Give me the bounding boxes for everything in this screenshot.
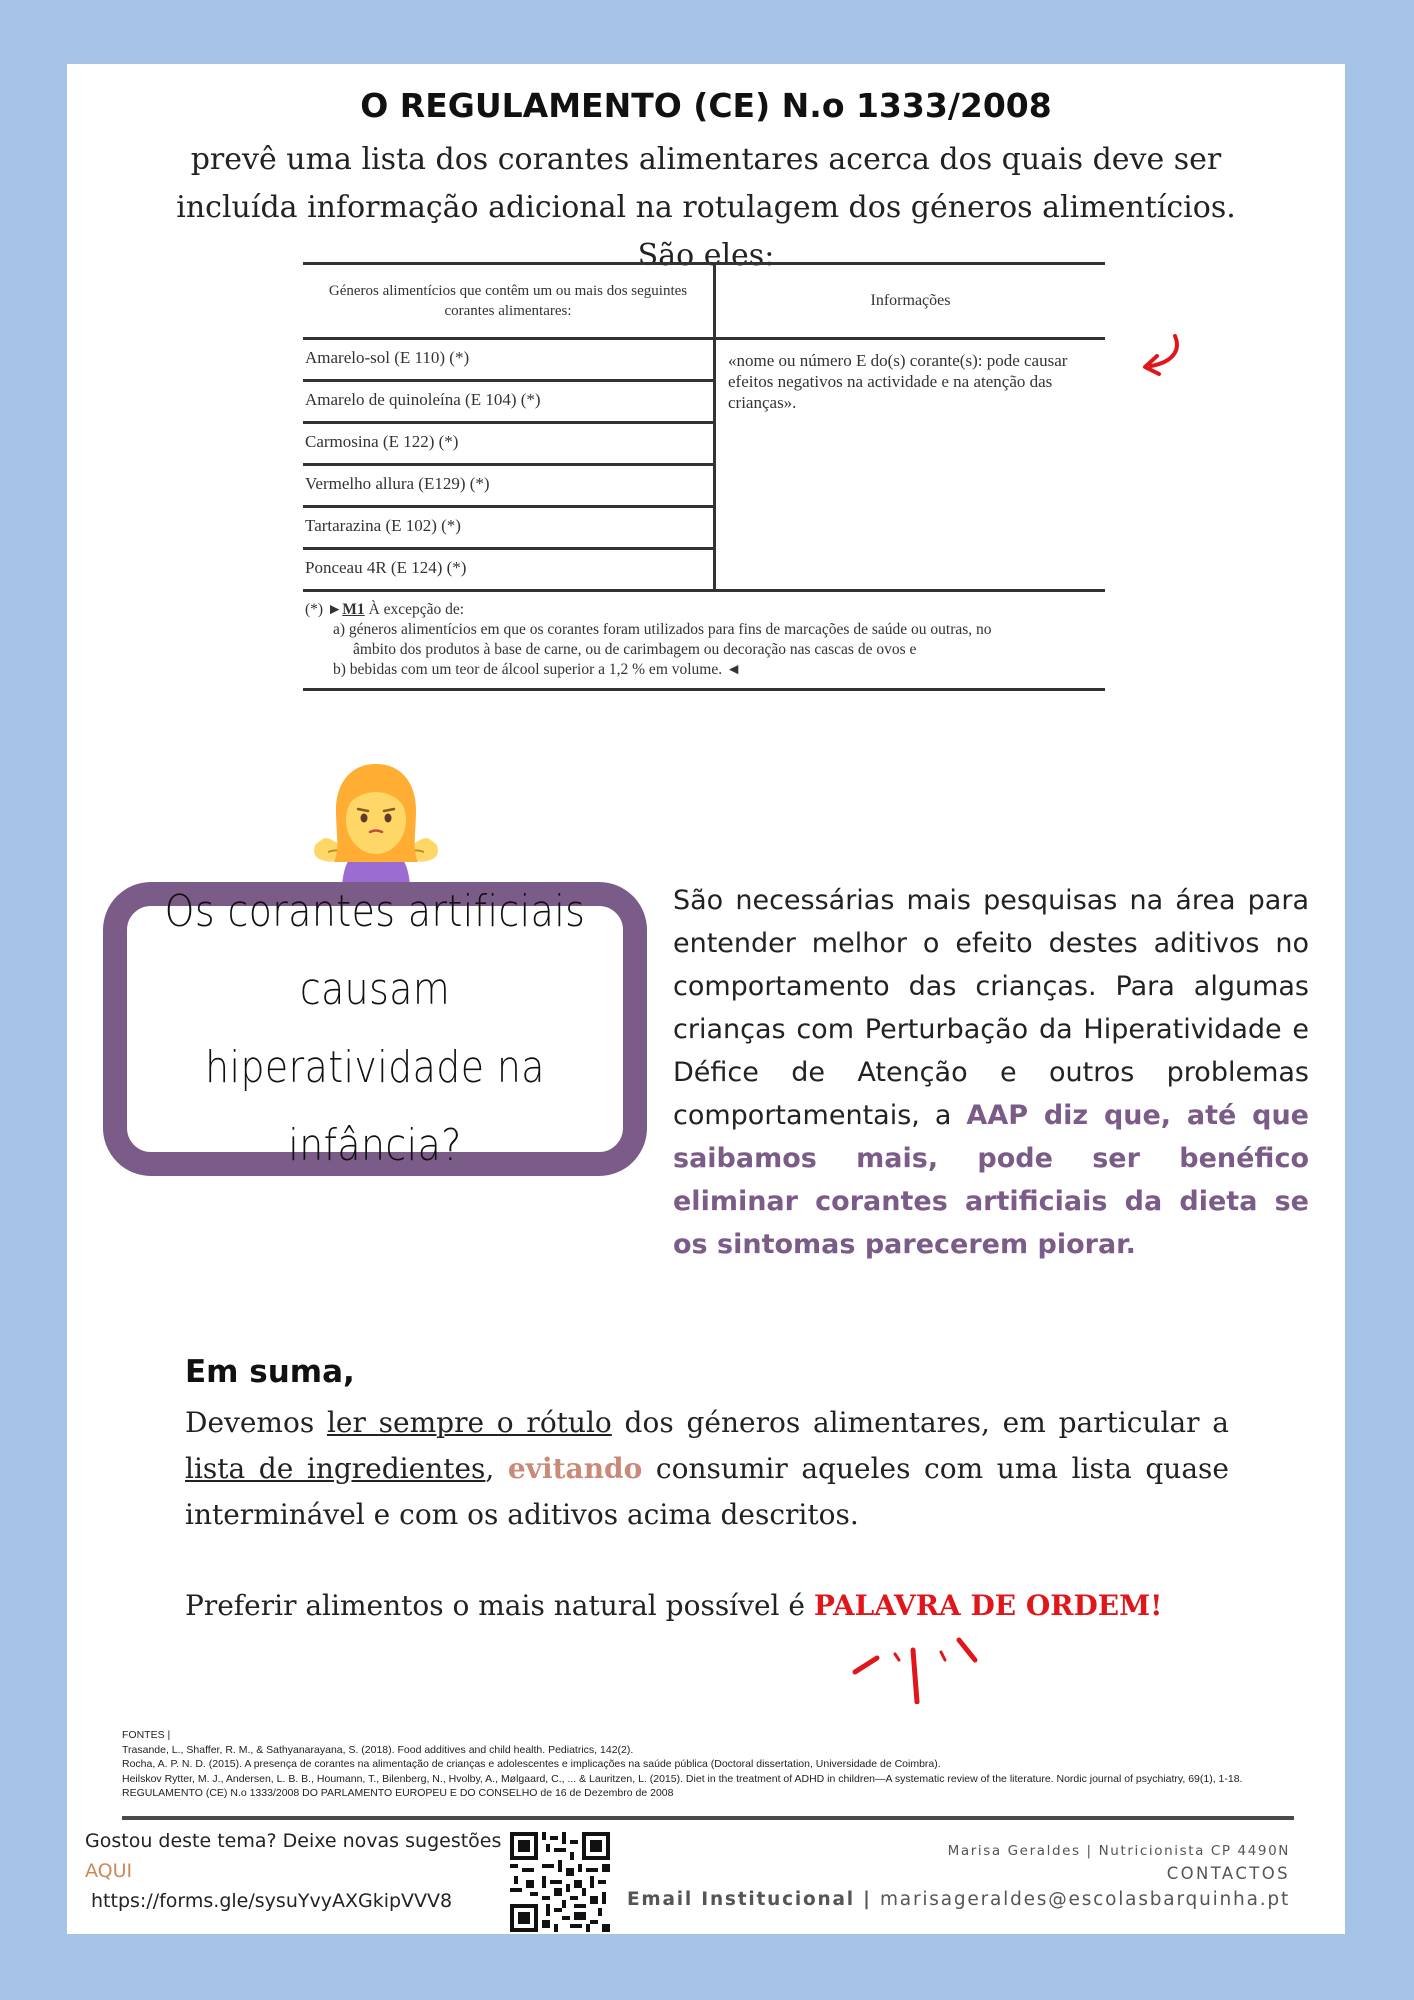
feedback-link-url[interactable]: https://forms.gle/sysuYvyAXGkipVVV8 (91, 1890, 453, 1912)
woman-shrugging-icon (304, 762, 448, 886)
contacts-block (627, 1840, 1290, 1914)
summary-heading: Em suma, (185, 1354, 355, 1390)
table-row: Carmosina (E 122) (*) (303, 423, 715, 465)
sources-label: FONTES | (122, 1729, 171, 1741)
poster-page (67, 64, 1345, 1934)
table-header-foods: Géneros alimentícios que contêm um ou mais dos seguintes corantes alimentares: (303, 264, 715, 339)
feedback-text: Gostou deste tema? Deixe novas sugestões (85, 1830, 502, 1852)
feedback-link-label[interactable]: AQUI (85, 1860, 133, 1882)
email-link[interactable]: marisageraldes@escolasbarquinha.pt (879, 1889, 1290, 1910)
question-box (103, 882, 647, 1176)
avoid-highlight: evitando (507, 1452, 643, 1485)
source-item: Heilskov Rytter, M. J., Andersen, L. B. B., Houmann, T., Bilenberg, N., Hvolby, A., Mølgaard, C., ... & Lauritzen, L. (2015). Diet in the treatment of ADHD in children—A systematic review of the literature. Nordic journal of psychiatry, 69(1), 1-18. (122, 1772, 1243, 1785)
motto-highlight: PALAVRA DE ORDEM! (813, 1589, 1163, 1622)
table-row: Vermelho allura (E129) (*) (303, 465, 715, 507)
sources-list (122, 1728, 1322, 1801)
page-title: O REGULAMENTO (CE) N.o 1333/2008 (360, 86, 1052, 125)
contacts-label: CONTACTOS (1166, 1864, 1290, 1883)
table-info-cell: «nome ou número E do(s) corante(s): pode causar efeitos negativos na actividade e na atenção das crianças». (715, 339, 1106, 591)
table-row: Amarelo-sol (E 110) (*) (303, 339, 715, 381)
source-item: Rocha, A. P. N. D. (2015). A presença de corantes na alimentação de crianças e adolescentes e implicações na saúde pública (Doctoral dissertation, Universidade de Coimbra). (122, 1758, 941, 1770)
table-row: Amarelo de quinoleína (E 104) (*) (303, 381, 715, 423)
table-row: Ponceau 4R (E 124) (*) (303, 549, 715, 591)
aap-highlight: AAP diz que, até que saibamos mais, pode ser benéfico eliminar corantes artificiais da dieta se os sintomas parecerem piorar. (673, 1100, 1309, 1260)
feedback-block (85, 1826, 505, 1916)
source-item: REGULAMENTO (CE) N.o 1333/2008 DO PARLAMENTO EUROPEU E DO CONSELHO de 16 de Dezembro de 2008 (122, 1787, 674, 1799)
curved-arrow-icon (1137, 332, 1187, 380)
regulation-excerpt (303, 262, 1105, 691)
table-footnote: (*) ►M1 À excepção de: a) géneros alimentícios em que os corantes foram utilizados para fins de marcações de saúde ou outras, no âmbito dos produtos à base de carne, ou de carimbagem ou decoração nas cascas de ovos e b) bebidas com um teor de álcool superior a 1,2 % em volume. ◄ (303, 591, 1105, 690)
email-line: Email Institucional | marisageraldes@escolasbarquinha.pt (626, 1889, 1290, 1910)
sparkle-lines-icon (847, 1634, 987, 1704)
colorants-table (303, 262, 1105, 691)
footer-divider (122, 1816, 1294, 1820)
question-text: Os corantes artificiais causam hiperatividade na infância? (164, 886, 586, 1171)
summary-text: Devemos ler sempre o rótulo dos géneros alimentares, em particular a lista de ingredientes, evitando consumir aqueles com uma lista quase interminável e com os aditivos acima descritos. (185, 1406, 1229, 1531)
table-row: Tartarazina (E 102) (*) (303, 507, 715, 549)
explanation-paragraph: São necessárias mais pesquisas na área para entender melhor o efeito destes aditivos no comportamento das crianças. Para algumas crianças com Perturbação da Hiperatividade e Défice de Atenção e outros problemas comportamentais, a AAP diz que, até que saibamos mais, pode ser benéfico eliminar corantes artificiais da dieta se os sintomas parecerem piorar. (673, 885, 1309, 1260)
author-line: Marisa Geraldes | Nutricionista CP 4490N (947, 1843, 1290, 1859)
prefer-natural-text: Preferir alimentos o mais natural possível é PALAVRA DE ORDEM! (185, 1589, 1163, 1622)
qr-code-icon[interactable] (510, 1832, 610, 1932)
source-item: Trasande, L., Shaffer, R. M., & Sathyanarayana, S. (2018). Food additives and child health. Pediatrics, 142(2). (122, 1743, 634, 1756)
page-subtitle: prevê uma lista dos corantes alimentares acerca dos quais deve ser incluída informação adicional na rotulagem dos géneros alimentícios. São eles: (176, 142, 1236, 273)
table-header-info: Informações (715, 264, 1106, 339)
